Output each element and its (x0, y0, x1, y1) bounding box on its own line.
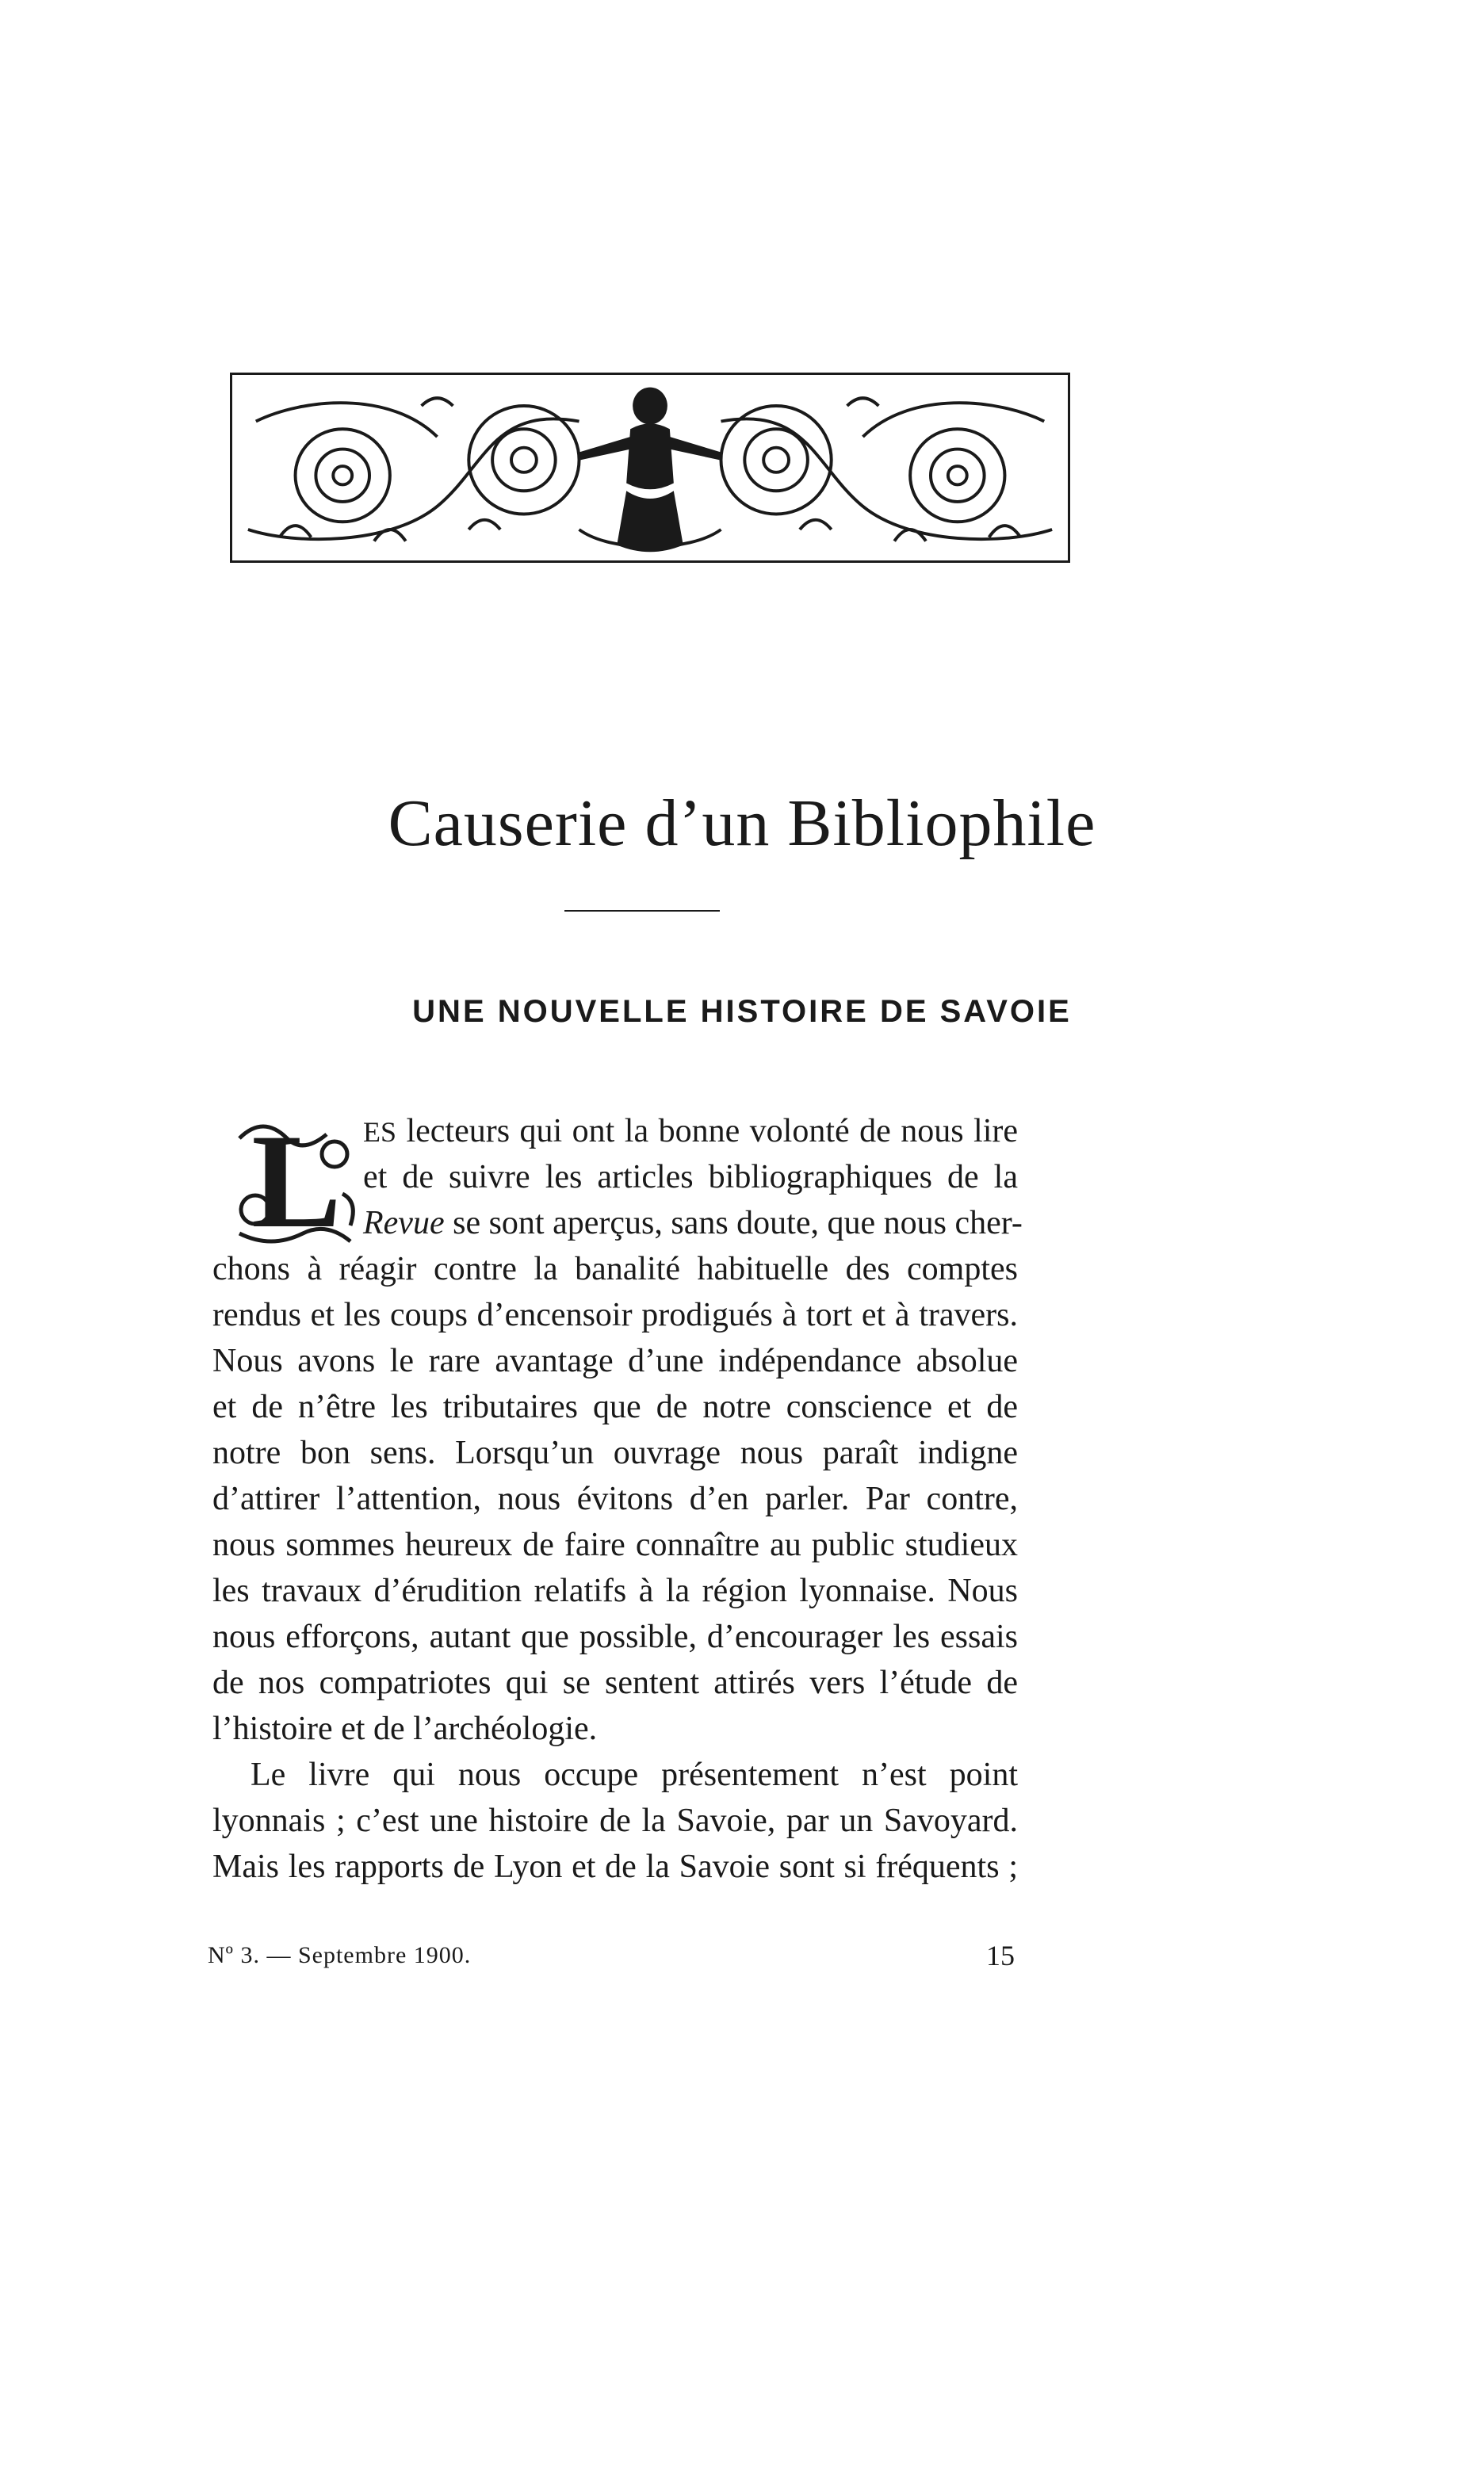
header-ornament (230, 373, 1070, 563)
body-line: ES lecteurs qui ont la bonne volonté de nous lire (363, 1113, 1018, 1149)
body-line: Nous avons le rare avantage d’une indépendance absolue (212, 1343, 1018, 1379)
page-title: Causerie d’un Bibliophile (388, 786, 1096, 860)
rinceau-ornament-icon (232, 375, 1068, 560)
drop-cap-letter: L (251, 1107, 342, 1256)
italic-revue: Revue (363, 1205, 445, 1241)
body-line: les travaux d’érudition relatifs à la région lyonnaise. Nous (212, 1573, 1018, 1609)
page-number: 15 (986, 1940, 1015, 1971)
body-line: et de suivre les articles bibliographiques de la (363, 1159, 1018, 1195)
body-line: rendus et les coups d’encensoir prodigués à tort et à travers. (212, 1297, 1018, 1333)
body-line: notre bon sens. Lorsqu’un ouvrage nous paraît indigne (212, 1435, 1018, 1471)
body-line: Le livre qui nous occupe présentement n’est point (251, 1757, 1018, 1793)
body-line: et de n’être les tributaires que de notre conscience et de (212, 1389, 1018, 1425)
body-line: de nos compatriotes qui se sentent attirés vers l’étude de (212, 1665, 1018, 1701)
body-line: nous efforçons, autant que possible, d’encourager les essais (212, 1619, 1018, 1655)
body-line: l’histoire et de l’archéologie. (212, 1711, 598, 1747)
drop-cap (224, 1107, 369, 1256)
issue-footer: Nº 3. — Septembre 1900. (208, 1942, 472, 1968)
body-line: lyonnais ; c’est une histoire de la Savoie, par un Savoyard. (212, 1803, 1018, 1839)
small-caps-start: ES (363, 1116, 397, 1148)
body-line: chons à réagir contre la banalité habituelle des comptes (212, 1251, 1018, 1287)
article-subtitle: UNE NOUVELLE HISTOIRE DE SAVOIE (412, 994, 1072, 1029)
article-body (212, 1107, 1023, 1890)
title-divider (564, 910, 720, 912)
body-line: Revue se sont aperçus, sans doute, que nous cher- (363, 1205, 1023, 1241)
body-line: d’attirer l’attention, nous évitons d’en parler. Par contre, (212, 1481, 1018, 1517)
body-line: nous sommes heureux de faire connaître au public studieux (212, 1527, 1018, 1563)
body-line: Mais les rapports de Lyon et de la Savoie sont si fréquents ; (212, 1849, 1018, 1885)
